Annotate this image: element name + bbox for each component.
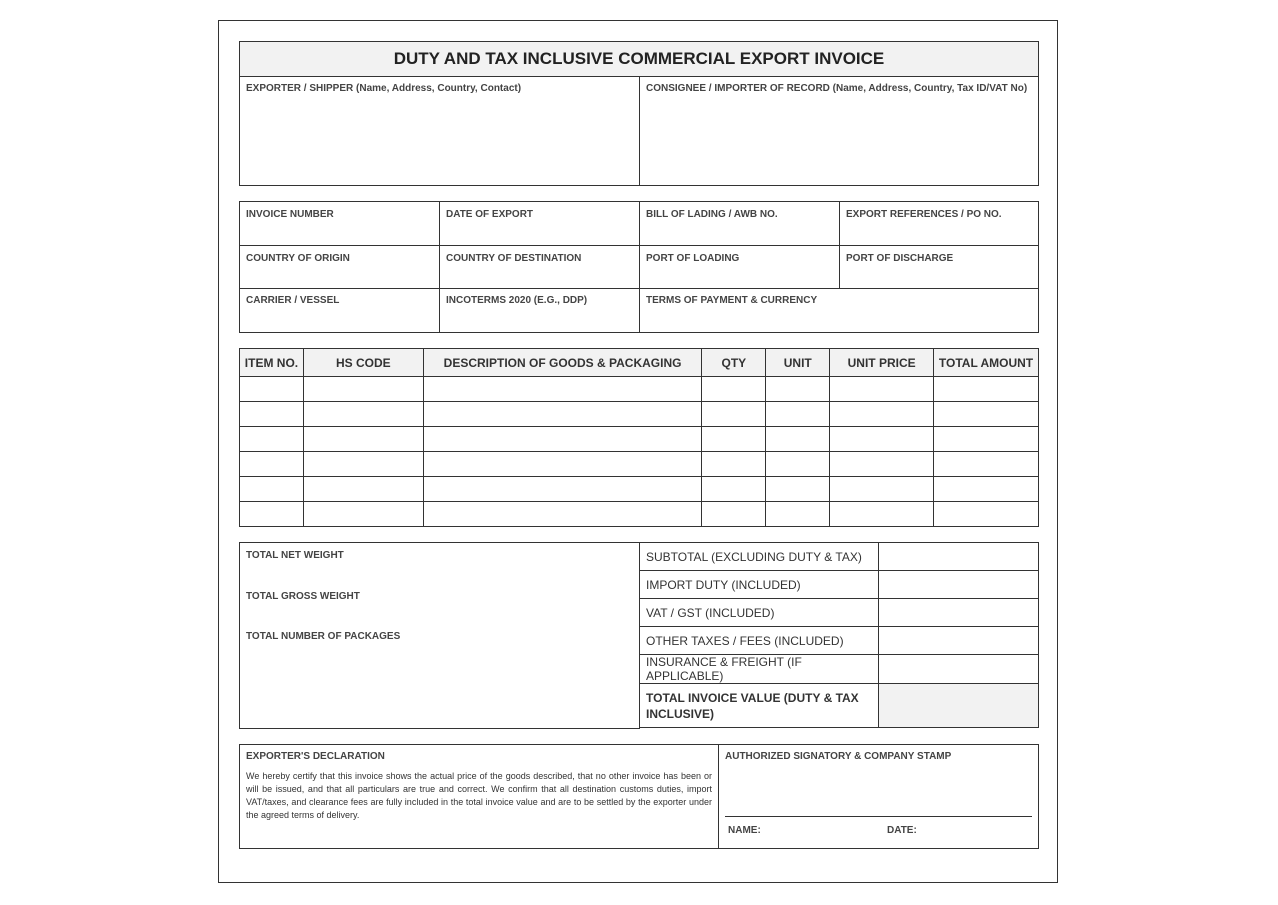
cell-hs-code[interactable] bbox=[303, 377, 423, 402]
cell-description[interactable] bbox=[423, 402, 702, 427]
incoterms-label: INCOTERMS 2020 (E.G., DDP) bbox=[446, 295, 588, 306]
table-row bbox=[240, 377, 1039, 402]
cell-hs-code[interactable] bbox=[303, 452, 423, 477]
cell-unit-price[interactable] bbox=[830, 427, 934, 452]
cell-unit-price[interactable] bbox=[830, 402, 934, 427]
signature-heading: AUTHORIZED SIGNATORY & COMPANY STAMP bbox=[725, 751, 952, 762]
column-header-qty: QTY bbox=[702, 349, 766, 377]
cell-description[interactable] bbox=[423, 427, 702, 452]
grand-total-label: TOTAL INVOICE VALUE (DUTY & TAX INCLUSIVE) bbox=[640, 684, 879, 728]
country-of-destination-label: COUNTRY OF DESTINATION bbox=[446, 253, 582, 264]
grand-total-row bbox=[640, 684, 1039, 728]
cell-unit-price[interactable] bbox=[830, 477, 934, 502]
port-of-loading-field[interactable] bbox=[640, 246, 840, 289]
cell-qty[interactable] bbox=[702, 452, 766, 477]
import-duty-row bbox=[640, 571, 1039, 599]
date-of-export-field[interactable] bbox=[440, 202, 640, 246]
carrier-field[interactable] bbox=[240, 289, 440, 332]
exporter-label: EXPORTER / SHIPPER (Name, Address, Country, Contact) bbox=[246, 83, 522, 94]
cell-item-no[interactable] bbox=[240, 427, 304, 452]
declaration-section bbox=[239, 744, 719, 849]
cell-qty[interactable] bbox=[702, 402, 766, 427]
cell-qty[interactable] bbox=[702, 427, 766, 452]
cell-qty[interactable] bbox=[702, 377, 766, 402]
table-row bbox=[240, 452, 1039, 477]
bill-of-lading-label: BILL OF LADING / AWB NO. bbox=[646, 209, 778, 220]
cell-total-amount[interactable] bbox=[934, 427, 1039, 452]
cell-hs-code[interactable] bbox=[303, 502, 423, 527]
vat-value-field[interactable] bbox=[879, 599, 1039, 627]
goods-table bbox=[239, 348, 1039, 527]
cell-total-amount[interactable] bbox=[934, 452, 1039, 477]
cell-description[interactable] bbox=[423, 477, 702, 502]
cell-unit[interactable] bbox=[766, 477, 830, 502]
insurance-row bbox=[640, 655, 1039, 684]
insurance-value-field[interactable] bbox=[879, 655, 1039, 684]
port-of-loading-label: PORT OF LOADING bbox=[646, 253, 740, 264]
subtotal-value-field[interactable] bbox=[879, 543, 1039, 571]
cell-qty[interactable] bbox=[702, 502, 766, 527]
cell-unit-price[interactable] bbox=[830, 502, 934, 527]
weights-section bbox=[239, 542, 640, 729]
invoice-title: DUTY AND TAX INCLUSIVE COMMERCIAL EXPORT INVOICE bbox=[239, 41, 1039, 77]
total-net-weight-label: TOTAL NET WEIGHT bbox=[246, 550, 344, 561]
carrier-label: CARRIER / VESSEL bbox=[246, 295, 340, 306]
terms-of-payment-label: TERMS OF PAYMENT & CURRENCY bbox=[646, 295, 818, 306]
cell-description[interactable] bbox=[423, 452, 702, 477]
totals-table bbox=[639, 542, 1039, 728]
cell-unit-price[interactable] bbox=[830, 452, 934, 477]
subtotal-row bbox=[640, 543, 1039, 571]
cell-total-amount[interactable] bbox=[934, 502, 1039, 527]
cell-total-amount[interactable] bbox=[934, 377, 1039, 402]
incoterms-field[interactable] bbox=[440, 289, 640, 332]
signature-date-label: DATE: bbox=[887, 825, 917, 836]
exporter-field[interactable] bbox=[240, 77, 640, 185]
export-references-field[interactable] bbox=[840, 202, 1038, 246]
table-row bbox=[240, 477, 1039, 502]
invoice-number-label: INVOICE NUMBER bbox=[246, 209, 334, 220]
export-references-label: EXPORT REFERENCES / PO NO. bbox=[846, 209, 1002, 220]
cell-hs-code[interactable] bbox=[303, 477, 423, 502]
cell-item-no[interactable] bbox=[240, 402, 304, 427]
country-of-destination-field[interactable] bbox=[440, 246, 640, 289]
total-gross-weight-label: TOTAL GROSS WEIGHT bbox=[246, 591, 360, 602]
consignee-label: CONSIGNEE / IMPORTER OF RECORD (Name, Address, Country, Tax ID/VAT No) bbox=[646, 83, 1028, 94]
invoice-page bbox=[218, 20, 1058, 883]
goods-table-body bbox=[240, 377, 1039, 527]
cell-item-no[interactable] bbox=[240, 502, 304, 527]
declaration-text: We hereby certify that this invoice shows the actual price of the goods described, that no other invoice has been or will be issued, and that all particulars are true and correct. We confirm that all destination customs duties, import VAT/taxes, and clearance fees are fully included in the total invoice value and are to be settled by the exporter under the agreed terms of delivery. bbox=[246, 771, 712, 820]
cell-unit[interactable] bbox=[766, 402, 830, 427]
invoice-number-field[interactable] bbox=[240, 202, 440, 246]
column-header-description: DESCRIPTION OF GOODS & PACKAGING bbox=[423, 349, 702, 377]
country-of-origin-field[interactable] bbox=[240, 246, 440, 289]
port-of-discharge-field[interactable] bbox=[840, 246, 1038, 289]
cell-unit[interactable] bbox=[766, 502, 830, 527]
import-duty-value-field[interactable] bbox=[879, 571, 1039, 599]
other-taxes-value-field[interactable] bbox=[879, 627, 1039, 655]
terms-of-payment-field[interactable] bbox=[640, 289, 1038, 332]
bill-of-lading-field[interactable] bbox=[640, 202, 840, 246]
table-row bbox=[240, 502, 1039, 527]
shipment-info-grid bbox=[239, 201, 1039, 333]
consignee-field[interactable] bbox=[640, 77, 1038, 185]
parties-section bbox=[239, 76, 1039, 186]
cell-hs-code[interactable] bbox=[303, 427, 423, 452]
port-of-discharge-label: PORT OF DISCHARGE bbox=[846, 253, 954, 264]
table-row bbox=[240, 427, 1039, 452]
subtotal-label: SUBTOTAL (EXCLUDING DUTY & TAX) bbox=[640, 543, 879, 571]
cell-description[interactable] bbox=[423, 377, 702, 402]
vat-row bbox=[640, 599, 1039, 627]
insurance-label: INSURANCE & FREIGHT (IF APPLICABLE) bbox=[640, 655, 879, 684]
signatory-name-label: NAME: bbox=[728, 825, 761, 836]
cell-item-no[interactable] bbox=[240, 377, 304, 402]
total-packages-label: TOTAL NUMBER OF PACKAGES bbox=[246, 631, 401, 642]
cell-qty[interactable] bbox=[702, 477, 766, 502]
cell-total-amount[interactable] bbox=[934, 477, 1039, 502]
cell-unit[interactable] bbox=[766, 427, 830, 452]
date-of-export-label: DATE OF EXPORT bbox=[446, 209, 534, 220]
cell-item-no[interactable] bbox=[240, 452, 304, 477]
signature-line[interactable] bbox=[725, 816, 1032, 817]
declaration-heading: EXPORTER'S DECLARATION bbox=[246, 751, 385, 762]
signature-section bbox=[718, 744, 1039, 849]
country-of-origin-label: COUNTRY OF ORIGIN bbox=[246, 253, 350, 264]
column-header-unit: UNIT bbox=[766, 349, 830, 377]
cell-unit-price[interactable] bbox=[830, 377, 934, 402]
cell-total-amount[interactable] bbox=[934, 402, 1039, 427]
cell-item-no[interactable] bbox=[240, 477, 304, 502]
grand-total-value-field[interactable] bbox=[879, 684, 1039, 728]
table-row bbox=[240, 402, 1039, 427]
import-duty-label: IMPORT DUTY (INCLUDED) bbox=[640, 571, 879, 599]
goods-header-row bbox=[240, 349, 1039, 377]
column-header-item-no: ITEM NO. bbox=[240, 349, 304, 377]
cell-unit[interactable] bbox=[766, 377, 830, 402]
cell-unit[interactable] bbox=[766, 452, 830, 477]
vat-label: VAT / GST (INCLUDED) bbox=[640, 599, 879, 627]
column-header-hs-code: HS CODE bbox=[303, 349, 423, 377]
column-header-unit-price: UNIT PRICE bbox=[830, 349, 934, 377]
cell-hs-code[interactable] bbox=[303, 402, 423, 427]
cell-description[interactable] bbox=[423, 502, 702, 527]
other-taxes-row bbox=[640, 627, 1039, 655]
column-header-total-amount: TOTAL AMOUNT bbox=[934, 349, 1039, 377]
other-taxes-label: OTHER TAXES / FEES (INCLUDED) bbox=[640, 627, 879, 655]
